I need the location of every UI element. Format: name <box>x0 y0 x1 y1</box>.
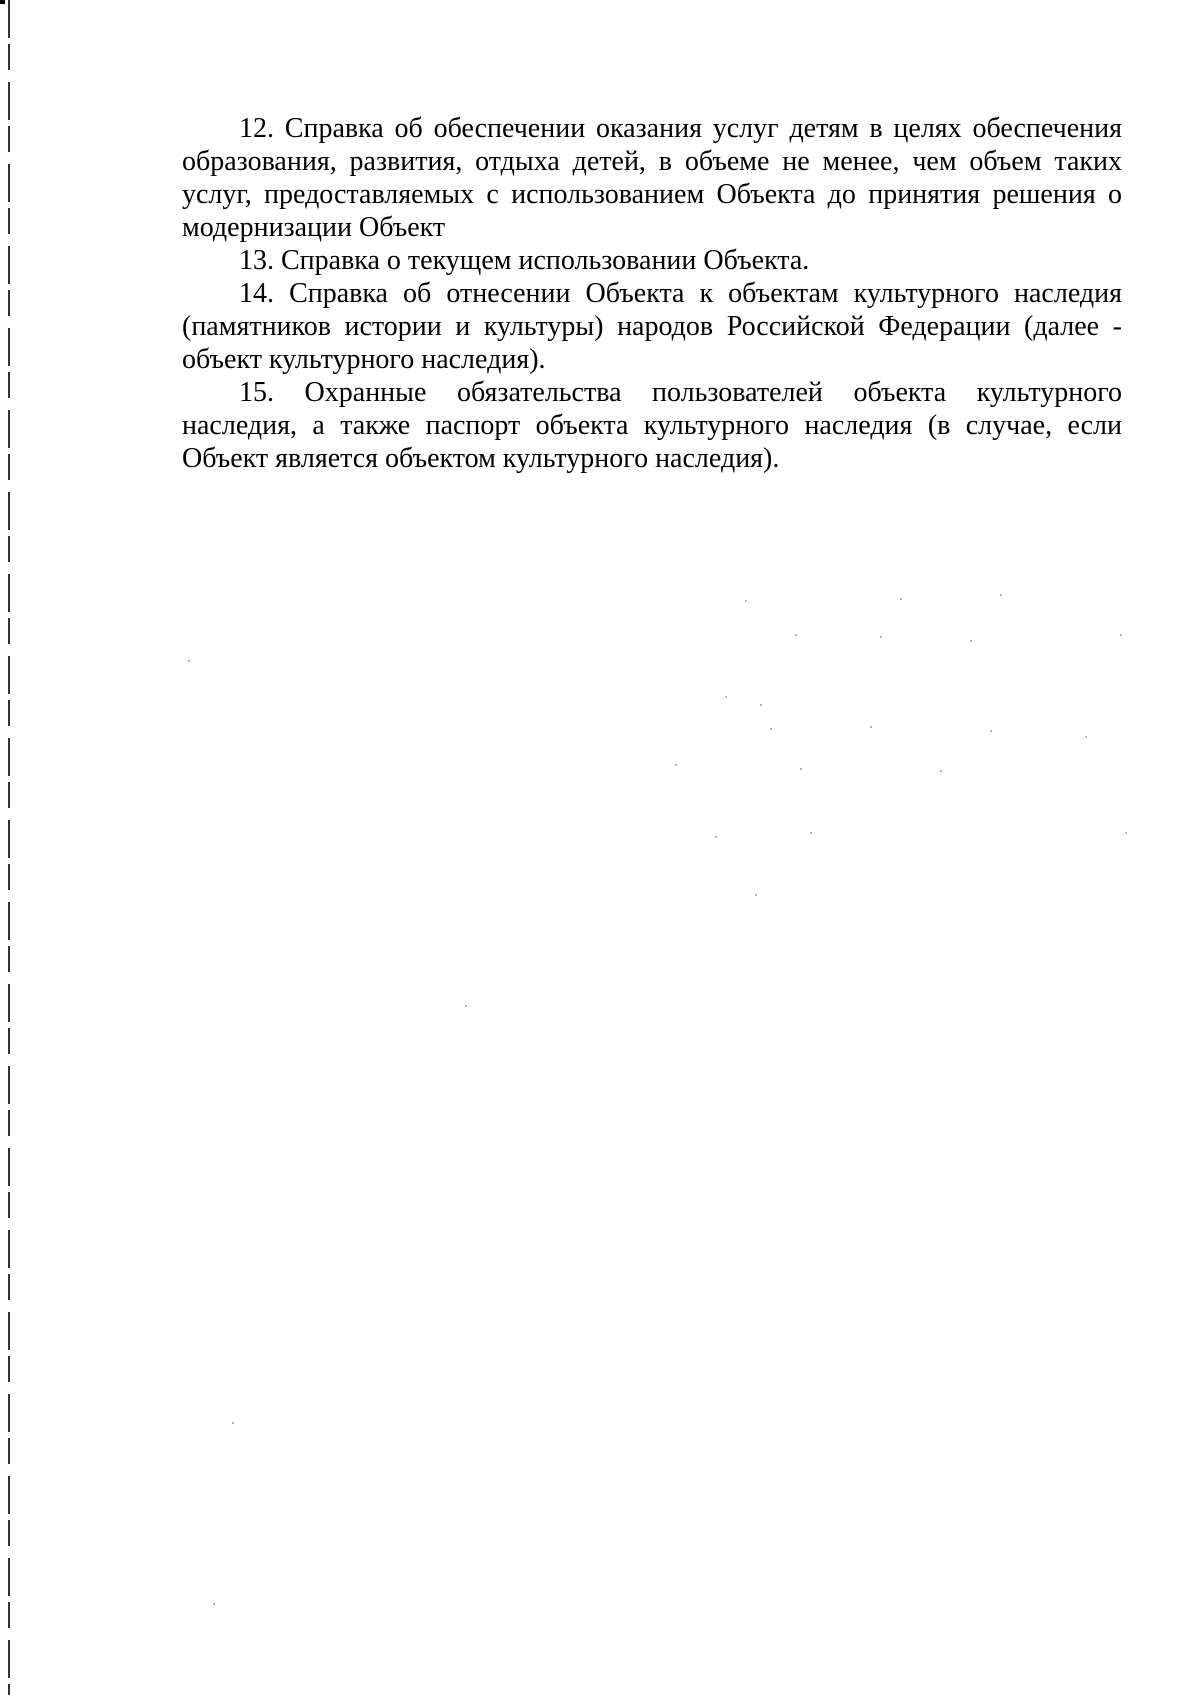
document-text <box>182 112 1122 475</box>
scan-noise <box>213 1603 215 1605</box>
scan-noise <box>940 770 942 772</box>
scan-noise <box>900 598 902 600</box>
paragraph-14: 14. Справка об отнесении Объекта к объектам культурного наследия (памятников истории и культуры) народов Российской Федерации (далее - объект культурного наследия). <box>182 278 1122 375</box>
scan-corner-mark <box>0 0 5 4</box>
scan-noise <box>1000 594 1002 596</box>
scan-noise <box>725 696 727 698</box>
scan-noise <box>745 600 747 602</box>
scan-noise <box>810 832 812 834</box>
scan-noise <box>232 1422 234 1424</box>
scan-noise <box>465 1005 467 1007</box>
scan-noise <box>770 728 772 730</box>
scan-noise <box>990 730 992 732</box>
paragraph-15: 15. Охранные обязательства пользователей объекта культурного наследия, а также паспорт объекта культурного наследия (в случае, если Объект является объектом культурного наследия). <box>182 377 1122 474</box>
paragraph-12: 12. Справка об обеспечении оказания услуг детям в целях обеспечения образования, развития, отдыха детей, в объеме не менее, чем объем таких услуг, предоставляемых с использованием Объекта до принятия решения о модернизации Объект <box>182 113 1122 243</box>
scan-noise <box>1085 736 1087 738</box>
scan-noise <box>1120 634 1122 636</box>
scan-noise <box>755 894 757 896</box>
scan-noise <box>188 660 190 662</box>
scan-noise <box>675 764 677 766</box>
paragraph-13: 13. Справка о текущем использовании Объекта. <box>239 245 810 276</box>
scan-noise <box>795 634 797 636</box>
scan-noise <box>760 704 762 706</box>
scan-noise <box>1125 832 1127 834</box>
scan-noise <box>870 726 872 728</box>
scan-left-edge <box>8 0 10 1695</box>
scan-noise <box>715 836 717 838</box>
scan-noise <box>800 768 802 770</box>
scan-noise <box>970 640 972 642</box>
scan-noise <box>880 636 882 638</box>
